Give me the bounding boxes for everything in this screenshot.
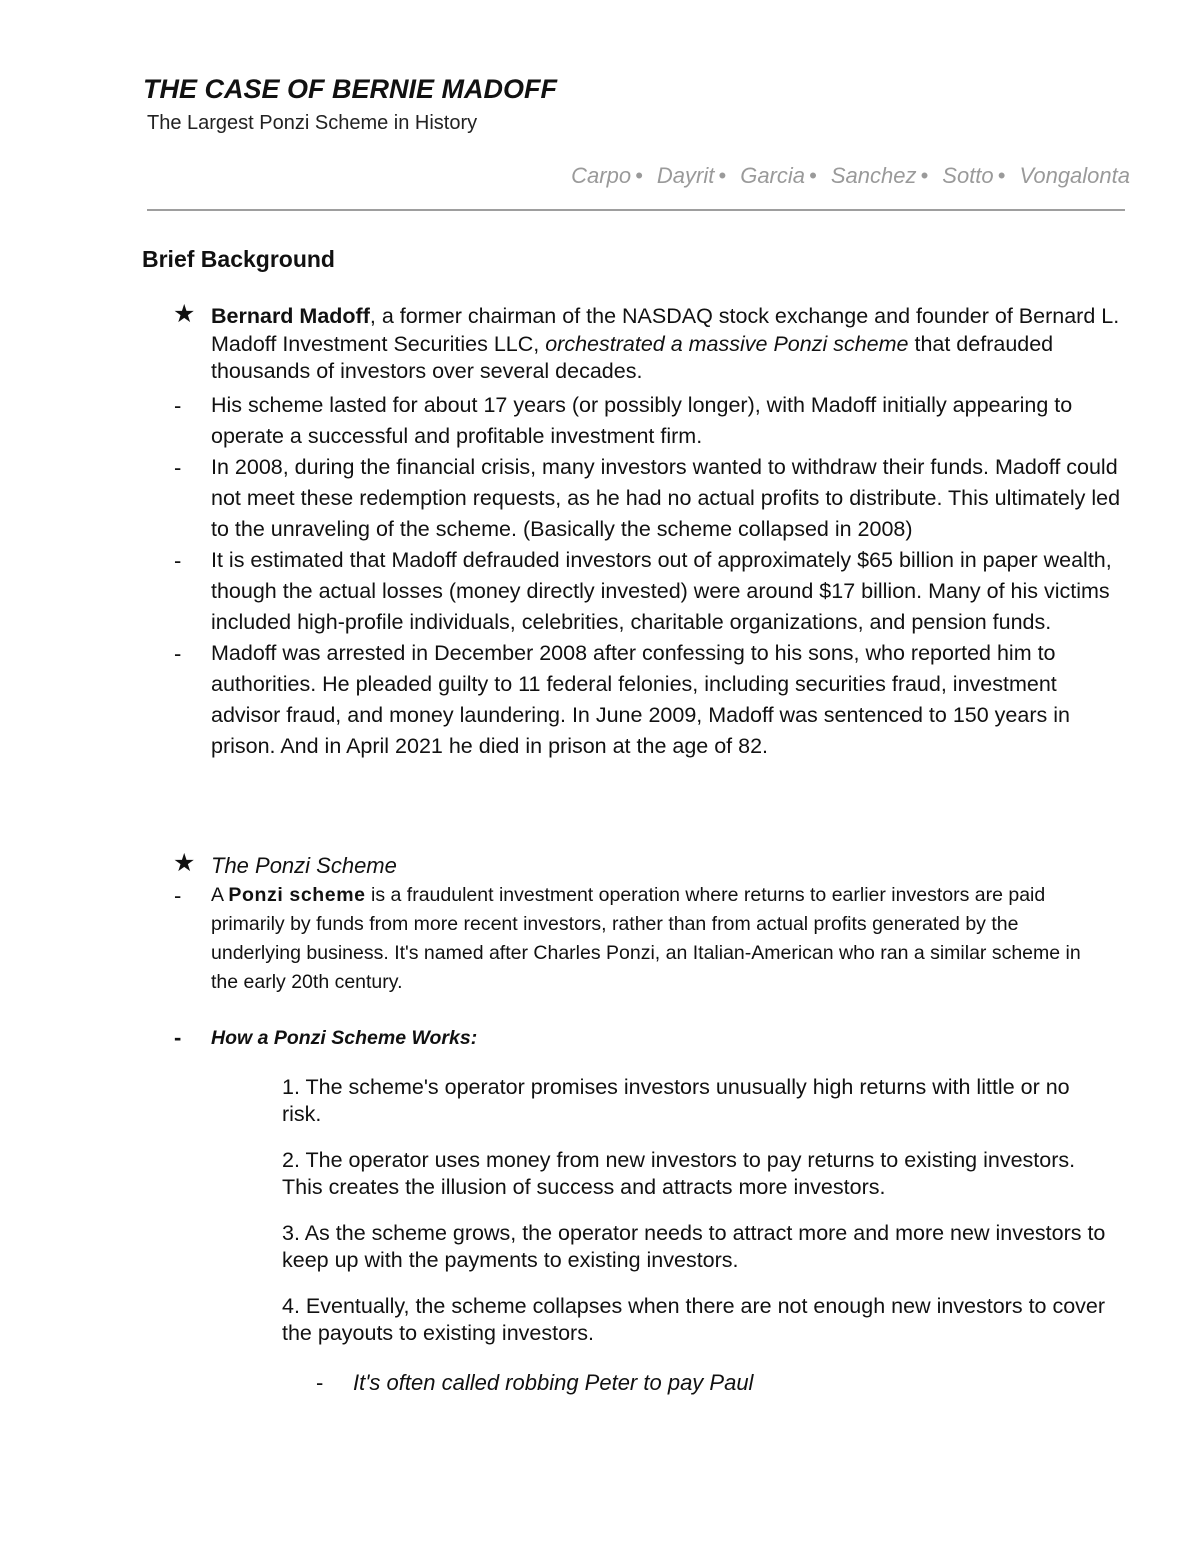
ponzi-heading (211, 850, 1121, 881)
step-item: 1. The scheme's operator promises investors unusually high returns with little or no risk. (282, 1075, 1070, 1126)
document-title: THE CASE OF BERNIE MADOFF (143, 74, 558, 104)
list-item (0, 545, 1200, 638)
italic-run: The Ponzi Scheme (211, 853, 397, 878)
how-it-works-heading: How a Ponzi Scheme Works: (211, 1027, 478, 1049)
dash-bullet: - (174, 392, 182, 418)
text-run: that defrauded thousands of investors over several decades. (211, 331, 1054, 383)
dash-bullet: - (174, 1025, 182, 1050)
note-row (0, 1368, 1200, 1398)
star-bullet-icon: ★ (173, 300, 196, 328)
note-text: It's often called robbing Peter to pay Paul (353, 1370, 754, 1395)
definition-text (211, 881, 1101, 997)
author-separator: • (718, 163, 727, 188)
author-name: Sanchez (830, 163, 917, 188)
author-separator: • (997, 163, 1006, 188)
dash-bullet: - (174, 640, 182, 666)
bold-term: Ponzi scheme (228, 884, 366, 906)
star-bullet-icon: ★ (173, 849, 196, 877)
author-name: Dayrit (656, 163, 715, 188)
list-item-text: His scheme lasted for about 17 years (or possibly longer), with Madoff initially appearing to operate a successful and profitable investment firm. (211, 392, 1073, 448)
text-run: is a fraudulent investment operation where returns to earlier investors are paid primarily by funds from more recent investors, rather than from actual profits generated by the underlying business. It's named after Charles Ponzi, an Italian-American who ran a similar scheme in the early 20th century. (211, 884, 1081, 993)
how-it-works-heading-row (0, 1024, 1200, 1052)
section-heading: Brief Background (142, 246, 335, 272)
author-separator: • (635, 163, 643, 188)
text-run: A (211, 884, 229, 906)
dash-bullet: - (316, 1370, 324, 1395)
list-item (0, 452, 1200, 545)
header-divider (147, 209, 1125, 211)
ponzi-heading-row (0, 850, 1200, 881)
step-item: 4. Eventually, the scheme collapses when there are not enough new investors to cover the payouts to existing investors. (282, 1294, 1106, 1345)
list-item-text: Madoff was arrested in December 2008 after confessing to his sons, who reported him to authorities. He pleaded guilty to 11 federal felonies, including securities fraud, investment advisor fraud, and money laundering. In June 2009, Madoff was sentenced to 150 years in prison. And in April 2021 he died in prison at the age of 82. (211, 640, 1070, 758)
text-run: , a former chairman of the NASDAQ stock exchange and founder of Bernard L. Madoff Investment Securities LLC, (211, 304, 1120, 356)
list-item-text: In 2008, during the financial crisis, many investors wanted to withdraw their funds. Madoff could not meet these redemption requests, as he had no actual profits to distribute. This ultimately led to the unraveling of the scheme. (Basically the scheme collapsed in 2008) (211, 454, 1121, 541)
author-separator: • (920, 163, 929, 188)
list-item (0, 300, 1200, 386)
author-separator: • (809, 163, 817, 188)
list-item (0, 638, 1200, 762)
author-name: Sotto (942, 163, 994, 188)
background-list (0, 300, 1200, 762)
step-item: 2. The operator uses money from new investors to pay returns to existing investors. This creates the illusion of success and attracts more investors. (282, 1148, 1076, 1199)
dash-bullet: - (174, 547, 182, 573)
italic-run: orchestrated a massive Ponzi scheme (545, 331, 909, 356)
ponzi-definition (0, 881, 1200, 997)
dash-bullet: - (174, 454, 182, 480)
list-item (0, 390, 1200, 452)
dash-bullet: - (174, 883, 182, 908)
bold-name: Bernard Madoff (211, 304, 370, 328)
author-name: Vongalonta (1019, 163, 1130, 188)
steps-list (282, 1074, 1112, 1366)
author-list (571, 163, 1130, 189)
list-item-text: It is estimated that Madoff defrauded investors out of approximately $65 billion in paper wealth, though the actual losses (money directly invested) were around $17 billion. Many of his victims included high-profile individuals, celebrities, charitable organizations, and pension funds. (211, 547, 1112, 634)
step-item: 3. As the scheme grows, the operator needs to attract more and more new investors to keep up with the payments to existing investors. (282, 1221, 1106, 1272)
author-name: Garcia (740, 163, 805, 188)
author-name: Carpo (571, 163, 632, 188)
document-subtitle: The Largest Ponzi Scheme in History (147, 112, 478, 134)
list-item-text (211, 303, 1121, 386)
